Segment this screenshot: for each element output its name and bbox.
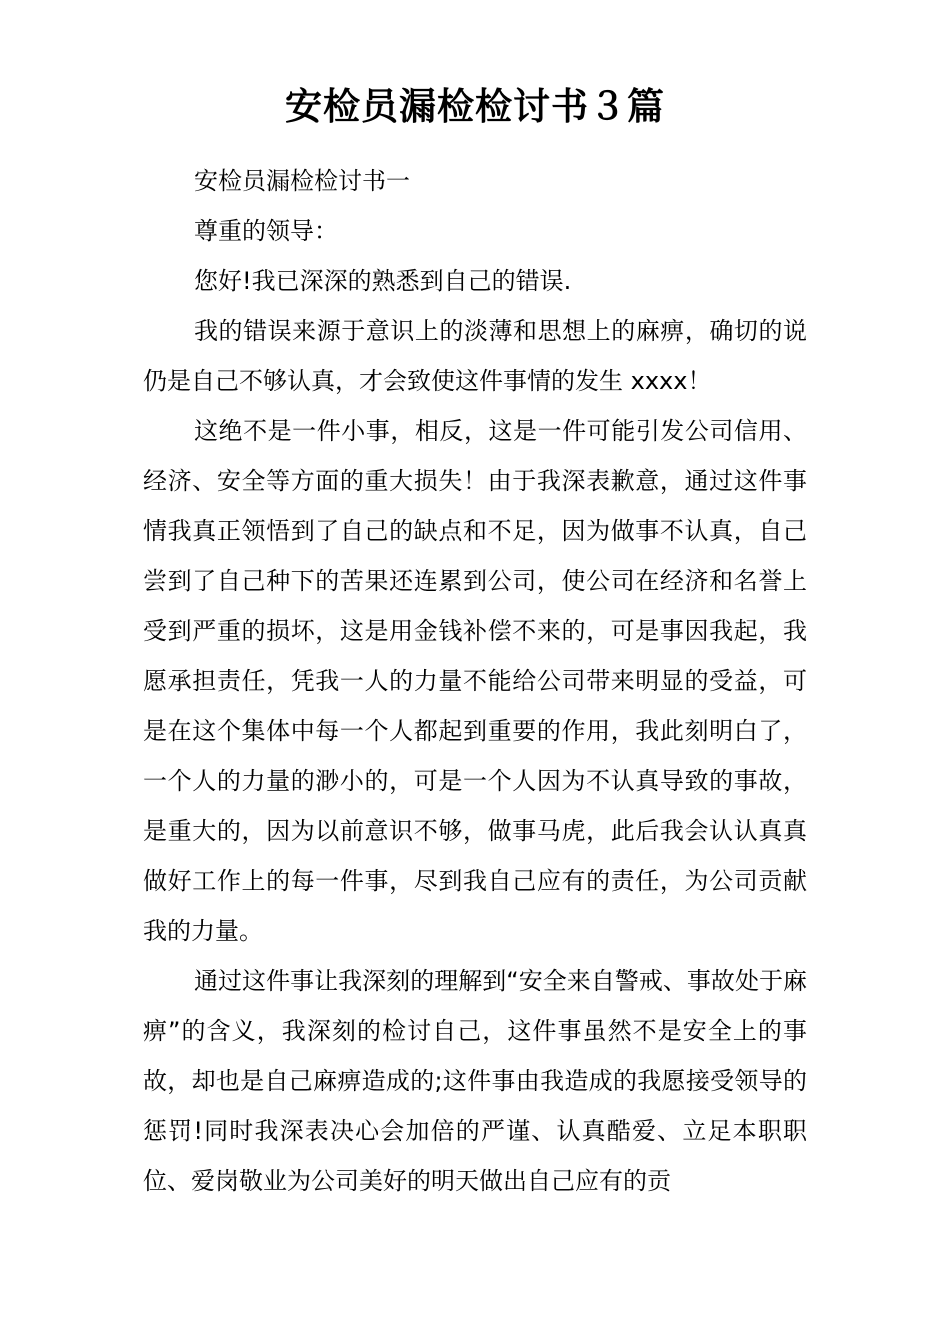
body-paragraph: 我的错误来源于意识上的淡薄和思想上的麻痹，确切的说仍是自己不够认真，才会致使这件事情的发生 xxxx！ [143, 317, 807, 395]
body-paragraph: 通过这件事让我深刻的理解到“安全来自警戒、事故处于麻痹”的含义，我深刻的检讨自己，这件事虽然不是安全上的事故，却也是自己麻痹造成的;这件事由我造成的我愿接受领导的惩罚!同时我深表决心会加倍的严谨、认真酷爱、立足本职职位、爱岗敬业为公司美好的明天做出自己应有的贡 [143, 967, 807, 1195]
salutation-paragraph: 尊重的领导： [194, 217, 338, 245]
greeting-paragraph: 您好!我已深深的熟悉到自己的错误. [194, 267, 572, 295]
document-body [143, 156, 807, 1206]
document-title: 安检员漏检检讨书３篇 [285, 84, 665, 128]
body-paragraph: 这绝不是一件小事，相反，这是一件可能引发公司信用、经济、安全等方面的重大损失！由于我深表歉意，通过这件事情我真正领悟到了自己的缺点和不足，因为做事不认真，自己尝到了自己种下的苦果还连累到公司，使公司在经济和名誉上受到严重的损坏，这是用金钱补偿不来的，可是事因我起，我愿承担责任，凭我一人的力量不能给公司带来明显的受益，可是在这个集体中每一个人都起到重要的作用，我此刻明白了，一个人的力量的渺小的，可是一个人因为不认真导致的事故，是重大的，因为以前意识不够，做事马虎，此后我会认认真真做好工作上的每一件事，尽到我自己应有的责任，为公司贡献我的力量。 [143, 417, 807, 945]
subtitle-paragraph: 安检员漏检检讨书一 [194, 167, 410, 195]
